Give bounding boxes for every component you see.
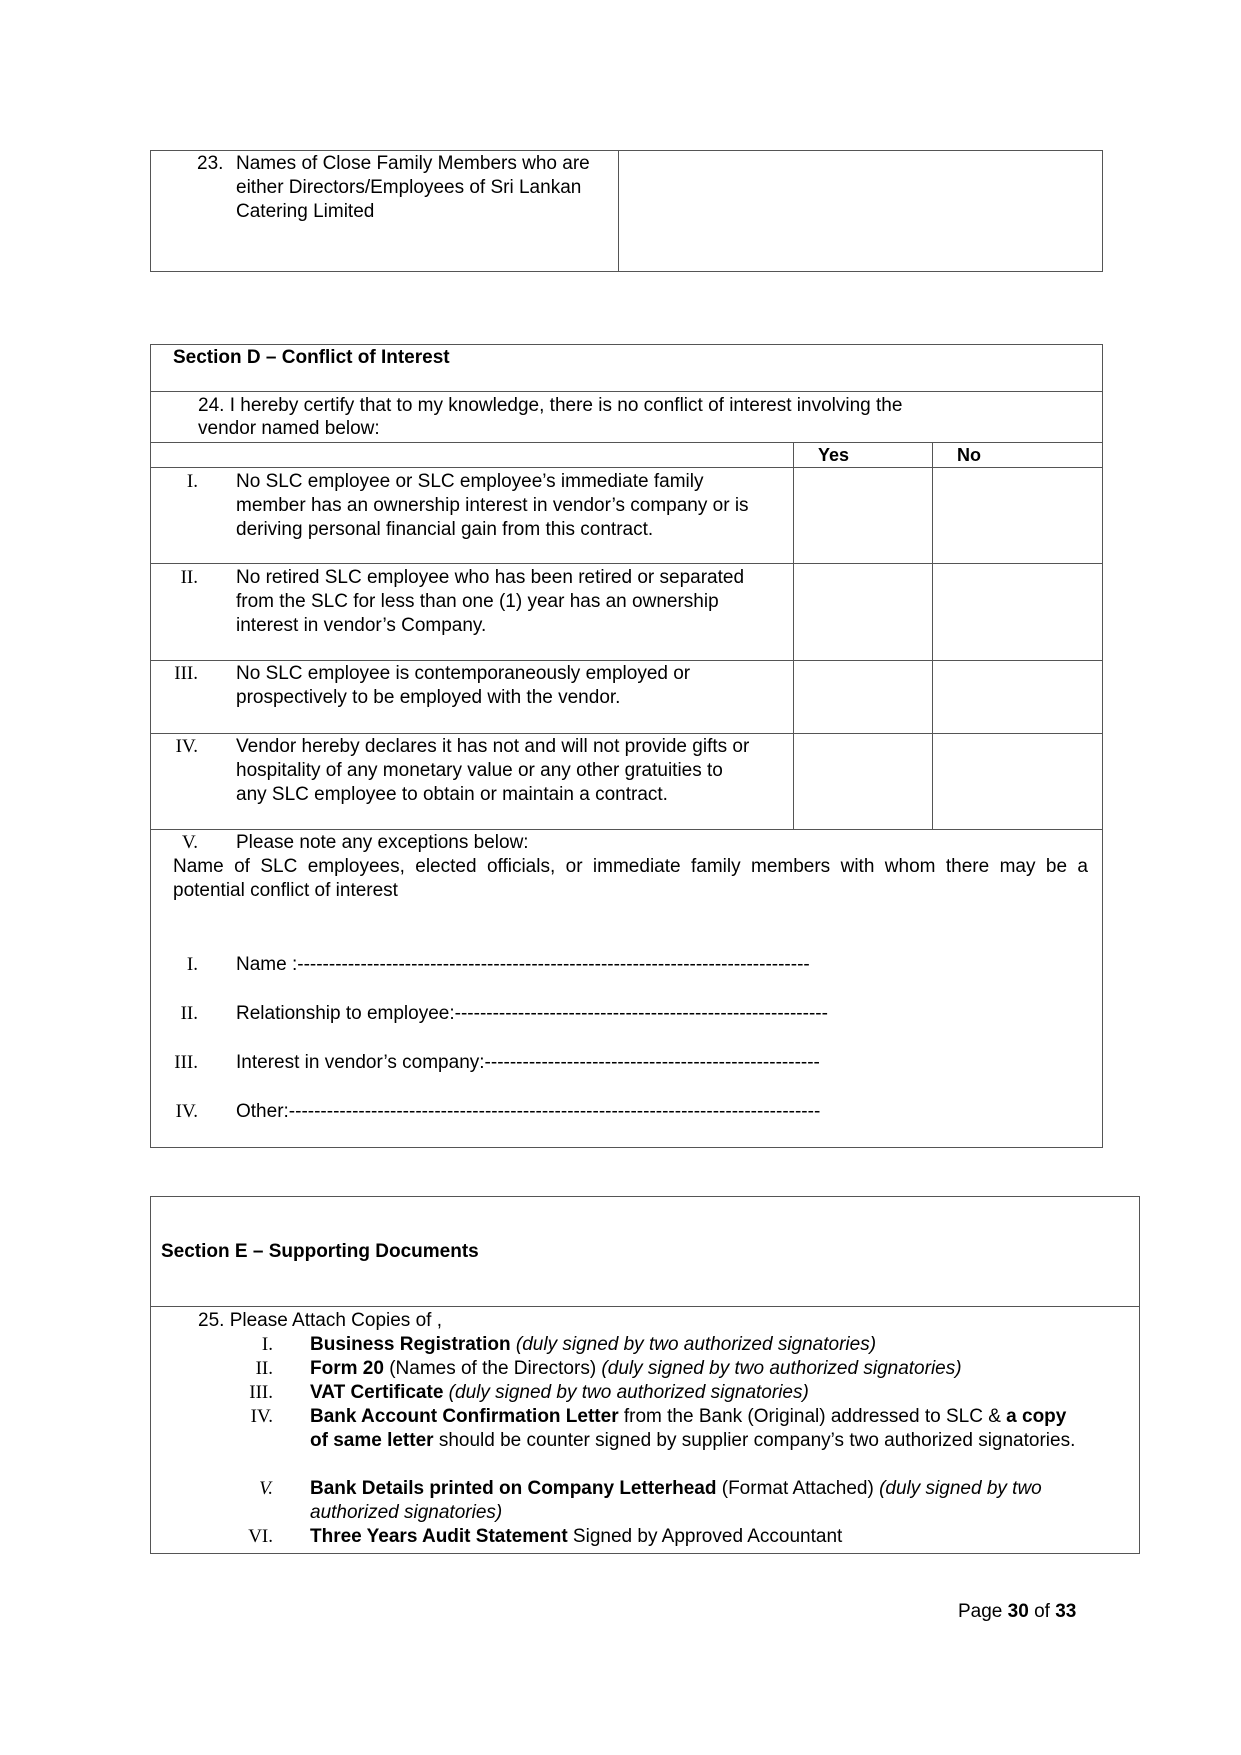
no-column-header: No (957, 445, 981, 465)
item-iv-line-2: hospitality of any monetary value or any other gratuities to (236, 760, 723, 781)
exception-name-field[interactable]: Name :--------------------------------------------------------------------------------- (236, 954, 810, 975)
row-divider-2 (150, 660, 1103, 661)
doc-ii-detail: (Names of the Directors) (383, 1358, 602, 1379)
section-d-divider-1 (150, 391, 1103, 392)
exception-other-field[interactable]: Other:------------------------------------------------------------------------------------ (236, 1101, 821, 1122)
doc-iv-detail: from the Bank (Original) addressed to SLC & (618, 1406, 1007, 1427)
item-i-yes-cell[interactable] (795, 469, 931, 562)
q25-label: 25. Please Attach Copies of , (198, 1310, 442, 1331)
family-members-label-line-2: either Directors/Employees of Sri Lankan (236, 177, 582, 198)
doc-v-detail: (Format Attached) (716, 1478, 880, 1499)
family-members-label-line-1: Names of Close Family Members who are (236, 153, 590, 174)
item-iii-line-1: No SLC employee is contemporaneously employed or (236, 663, 691, 684)
item-iv-number: IV. (175, 736, 198, 757)
doc-vi-text (310, 1525, 842, 1549)
item-iv-no-cell[interactable] (934, 735, 1102, 828)
doc-ii-note: (duly signed by two authorized signatories) (601, 1358, 962, 1379)
doc-i-text (310, 1333, 876, 1357)
row-divider-4 (150, 829, 1103, 830)
doc-iv-copy: a copy (1006, 1406, 1067, 1427)
item-i-text (236, 470, 749, 542)
item-v-label: Please note any exceptions below: (236, 832, 529, 853)
doc-iii-number: III. (249, 1382, 273, 1403)
doc-iii-note: (duly signed by two authorized signatories) (443, 1382, 809, 1403)
section-e-title: Section E – Supporting Documents (161, 1241, 479, 1262)
doc-v-title: Bank Details printed on Company Letterhead (310, 1478, 717, 1499)
item-ii-text (236, 566, 744, 638)
item-iii-number: III. (174, 663, 198, 684)
item-iii-text (236, 662, 690, 710)
item-ii-yes-cell[interactable] (795, 565, 931, 659)
doc-ii-text (310, 1357, 962, 1381)
page-current: 30 (1007, 1601, 1029, 1622)
doc-ii-title: Form 20 (310, 1358, 384, 1379)
item-v-description (173, 855, 1088, 903)
exception-other-number: IV. (175, 1101, 198, 1122)
item-v-number: V. (181, 832, 198, 853)
item-iv-text (236, 735, 749, 807)
doc-i-title: Business Registration (310, 1334, 511, 1355)
exception-name-number: I. (186, 954, 198, 975)
row-divider-1 (150, 563, 1103, 564)
item-v-description-line-1: Name of SLC employees, elected officials, or immediate family members with whom there may be a (173, 856, 1088, 877)
yes-column-header: Yes (818, 445, 850, 465)
item-iv-line-3: any SLC employee to obtain or maintain a contract. (236, 784, 668, 805)
item-ii-line-2: from the SLC for less than one (1) year has an ownership (236, 591, 719, 612)
item-iii-yes-cell[interactable] (795, 662, 931, 732)
exception-relationship-field[interactable]: Relationship to employee:----------------------------------------------------------- (236, 1003, 828, 1024)
item-ii-no-cell[interactable] (934, 565, 1102, 659)
doc-i-number: I. (261, 1334, 273, 1355)
doc-vi-detail: Signed by Approved Accountant (567, 1526, 843, 1547)
doc-v-note: (duly signed by two (879, 1478, 1042, 1499)
item-ii-line-1: No retired SLC employee who has been retired or separated (236, 567, 745, 588)
doc-v-number: V. (259, 1478, 273, 1499)
exception-relationship-number: II. (180, 1003, 198, 1024)
exception-interest-field[interactable]: Interest in vendor’s company:----------------------------------------------------- (236, 1052, 820, 1073)
item-i-number: I. (186, 471, 198, 492)
doc-iii-text (310, 1381, 809, 1405)
doc-iii-title: VAT Certificate (310, 1382, 444, 1403)
family-members-label-line-3: Catering Limited (236, 201, 375, 222)
item-ii-number: II. (180, 567, 198, 588)
item-i-line-2: member has an ownership interest in vendor’s company or is (236, 495, 749, 516)
page-of: of (1028, 1601, 1056, 1622)
family-members-divider (618, 150, 619, 272)
family-members-number: 23. (197, 153, 224, 174)
yes-column-divider (793, 442, 794, 829)
item-iii-no-cell[interactable] (934, 662, 1102, 732)
item-iv-yes-cell[interactable] (795, 735, 931, 828)
doc-vi-number: VI. (248, 1526, 273, 1547)
doc-iv-instruction: should be counter signed by supplier company’s two authorized signatories. (433, 1430, 1076, 1451)
page-number (958, 1600, 1076, 1624)
page-total: 33 (1055, 1601, 1077, 1622)
section-d-divider-3 (150, 467, 1103, 468)
item-i-line-1: No SLC employee or SLC employee’s immediate family (236, 471, 704, 492)
doc-vi-title: Three Years Audit Statement (310, 1526, 568, 1547)
doc-ii-number: II. (255, 1358, 273, 1379)
doc-v-note-cont: authorized signatories) (310, 1502, 503, 1523)
item-ii-line-3: interest in vendor’s Company. (236, 615, 487, 636)
item-iii-line-2: prospectively to be employed with the vendor. (236, 687, 621, 708)
section-e-divider (150, 1306, 1140, 1307)
doc-i-note: (duly signed by two authorized signatories) (510, 1334, 877, 1355)
exception-interest-number: III. (174, 1052, 198, 1073)
doc-iv-text (310, 1405, 1125, 1453)
family-members-label (236, 152, 590, 224)
family-members-answer-field[interactable] (620, 152, 1101, 270)
doc-v-text (310, 1477, 1125, 1525)
page-prefix: Page (958, 1601, 1008, 1622)
q24-line-1: 24. I hereby certify that to my knowledge, there is no conflict of interest involving the (198, 395, 903, 416)
q24-line-2: vendor named below: (198, 418, 380, 439)
section-d-title: Section D – Conflict of Interest (173, 347, 450, 368)
item-i-line-3: deriving personal financial gain from this contract. (236, 519, 654, 540)
doc-iv-title: Bank Account Confirmation Letter (310, 1406, 619, 1427)
item-iv-line-1: Vendor hereby declares it has not and will not provide gifts or (236, 736, 750, 757)
row-divider-3 (150, 733, 1103, 734)
doc-iv-copy-cont: of same letter (310, 1430, 434, 1451)
doc-iv-number: IV. (250, 1406, 273, 1427)
no-column-divider (932, 442, 933, 829)
item-i-no-cell[interactable] (934, 469, 1102, 562)
item-v-description-line-2: potential conflict of interest (173, 880, 398, 901)
